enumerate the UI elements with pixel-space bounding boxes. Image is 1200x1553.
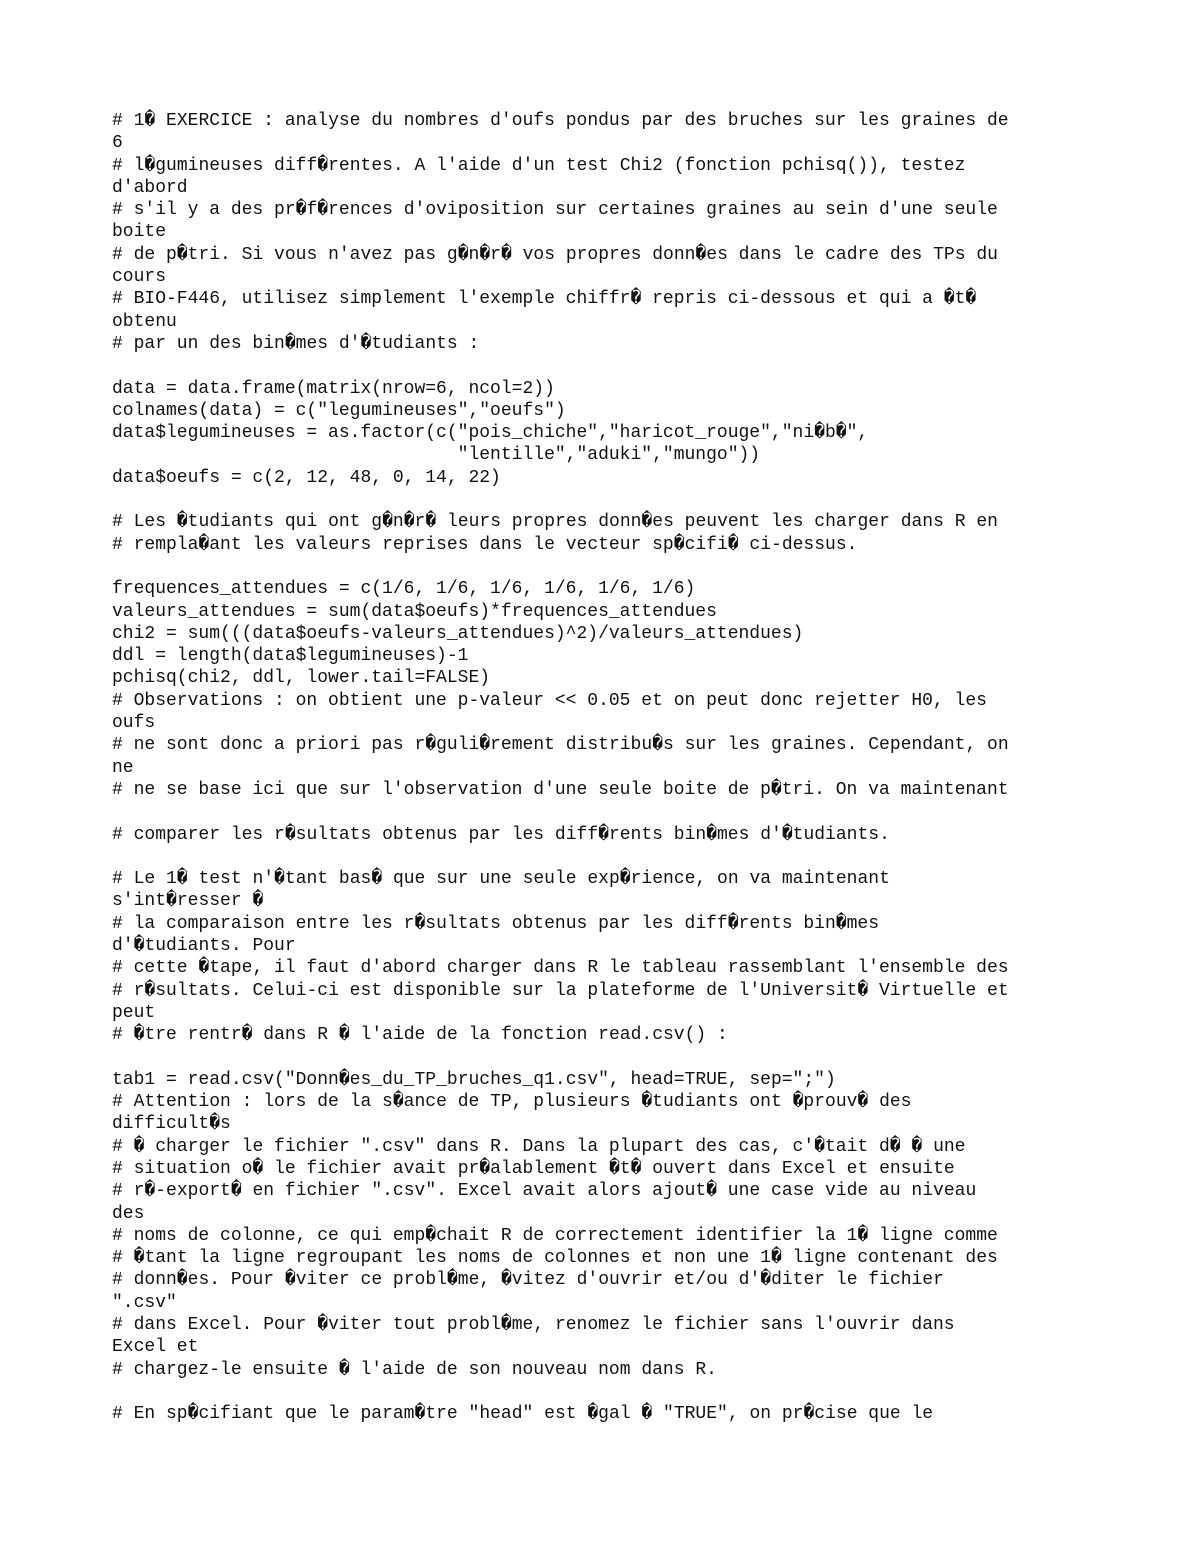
code-line: # �tre rentr� dans R � l'aide de la fonction read.csv() :: [112, 1025, 728, 1046]
code-line: # ne se base ici que sur l'observation d'une seule boite de p�tri. On va maintenant: [112, 779, 1009, 800]
code-line: pchisq(chi2, ddl, lower.tail=FALSE): [112, 668, 491, 689]
code-line: # Les �tudiants qui ont g�n�r� leurs propres donn�es peuvent les charger dans R en: [112, 512, 998, 533]
code-line: # rempla�ant les valeurs reprises dans le vecteur sp�cifi� ci-dessus.: [112, 534, 858, 555]
code-line: # de p�tri. Si vous n'avez pas g�n�r� vos propres donn�es dans le cadre des TPs du: [112, 244, 998, 265]
code-line: # � charger le fichier ".csv" dans R. Dans la plupart des cas, c'�tait d� � une: [112, 1136, 966, 1157]
code-line: [112, 1381, 1102, 1403]
code-line: s'int�resser �: [112, 891, 264, 912]
code-line: data = data.frame(matrix(nrow=6, ncol=2)): [112, 378, 555, 399]
code-line: [112, 489, 1102, 511]
code-line: 6: [112, 133, 123, 154]
code-line: # cette �tape, il faut d'abord charger dans R le tableau rassemblant l'ensemble des: [112, 958, 1009, 979]
code-line: cours: [112, 267, 167, 288]
code-line: [112, 846, 1102, 868]
code-line: data$legumineuses = as.factor(c("pois_chiche","haricot_rouge","ni�b�",: [112, 423, 869, 444]
code-line: data$oeufs = c(2, 12, 48, 0, 14, 22): [112, 467, 501, 488]
code-line: # donn�es. Pour �viter ce probl�me, �vitez d'ouvrir et/ou d'�diter le fichier: [112, 1270, 944, 1291]
code-line: # la comparaison entre les r�sultats obtenus par les diff�rents bin�mes: [112, 913, 880, 934]
code-line: ".csv": [112, 1292, 177, 1313]
code-line: colnames(data) = c("legumineuses","oeufs"): [112, 400, 566, 421]
code-line: peut: [112, 1002, 156, 1023]
code-line: [112, 556, 1102, 578]
code-line: # ne sont donc a priori pas r�guli�rement distribu�s sur les graines. Cependant, on: [112, 735, 1009, 756]
code-line: "lentille","aduki","mungo")): [112, 445, 761, 466]
code-line: # chargez-le ensuite � l'aide de son nouveau nom dans R.: [112, 1359, 717, 1380]
code-line: # Observations : on obtient une p-valeur << 0.05 et on peut donc rejetter H0, les: [112, 690, 987, 711]
code-line: ddl = length(data$legumineuses)-1: [112, 646, 469, 667]
code-line: [112, 801, 1102, 823]
code-line: # noms de colonne, ce qui emp�chait R de correctement identifier la 1� ligne comme: [112, 1225, 998, 1246]
code-line: Excel et: [112, 1337, 199, 1358]
code-line: # En sp�cifiant que le param�tre "head" est �gal � "TRUE", on pr�cise que le: [112, 1404, 934, 1425]
code-line: d'�tudiants. Pour: [112, 935, 296, 956]
code-line: des: [112, 1203, 145, 1224]
code-line: d'abord: [112, 177, 188, 198]
code-line: # r�sultats. Celui-ci est disponible sur la plateforme de l'Universit� Virtuelle et: [112, 980, 1009, 1001]
code-line: [112, 355, 1102, 377]
code-line: # s'il y a des pr�f�rences d'oviposition sur certaines graines au sein d'une seule: [112, 200, 998, 221]
code-line: oufs: [112, 713, 156, 734]
code-line: # Attention : lors de la s�ance de TP, plusieurs �tudiants ont �prouv� des: [112, 1092, 912, 1113]
code-line: tab1 = read.csv("Donn�es_du_TP_bruches_q1.csv", head=TRUE, sep=";"): [112, 1069, 836, 1090]
code-line: # situation o� le fichier avait pr�alablement �t� ouvert dans Excel et ensuite: [112, 1158, 955, 1179]
r-script-text: [112, 110, 1102, 1426]
code-line: boite: [112, 222, 167, 243]
code-line: # comparer les r�sultats obtenus par les diff�rents bin�mes d'�tudiants.: [112, 824, 890, 845]
code-line: ne: [112, 757, 134, 778]
code-line: # BIO-F446, utilisez simplement l'exemple chiffr� repris ci-dessous et qui a �t�: [112, 289, 977, 310]
code-line: # Le 1� test n'�tant bas� que sur une seule exp�rience, on va maintenant: [112, 869, 890, 890]
code-line: # l�gumineuses diff�rentes. A l'aide d'un test Chi2 (fonction pchisq()), testez: [112, 155, 966, 176]
code-line: # r�-export� en fichier ".csv". Excel avait alors ajout� une case vide au niveau: [112, 1181, 977, 1202]
code-line: obtenu: [112, 311, 177, 332]
code-line: [112, 1046, 1102, 1068]
code-line: valeurs_attendues = sum(data$oeufs)*frequences_attendues: [112, 601, 717, 622]
code-line: # dans Excel. Pour �viter tout probl�me, renomez le fichier sans l'ouvrir dans: [112, 1315, 955, 1336]
code-line: # par un des bin�mes d'�tudiants :: [112, 333, 480, 354]
code-line: # 1� EXERCICE : analyse du nombres d'oufs pondus par des bruches sur les graines de: [112, 111, 1009, 131]
code-line: # �tant la ligne regroupant les noms de colonnes et non une 1� ligne contenant des: [112, 1248, 998, 1269]
code-line: chi2 = sum(((data$oeufs-valeurs_attendues)^2)/valeurs_attendues): [112, 623, 804, 644]
code-line: frequences_attendues = c(1/6, 1/6, 1/6, 1/6, 1/6, 1/6): [112, 579, 696, 600]
code-line: difficult�s: [112, 1114, 231, 1135]
